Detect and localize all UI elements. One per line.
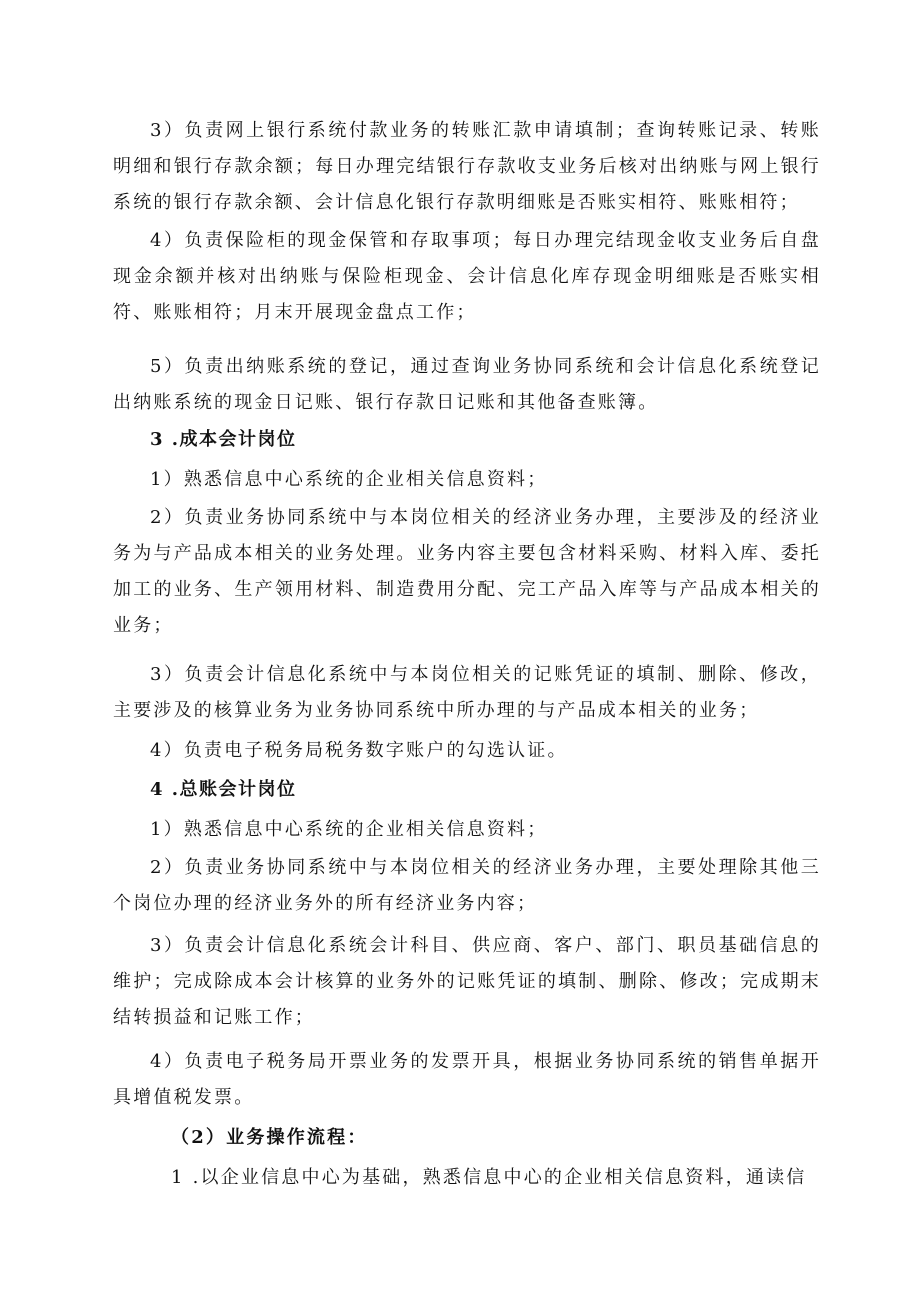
paragraph-ledger-maintenance: 3）负责会计信息化系统会计科目、供应商、客户、部门、职员基础信息的维护；完成除成本会计核算的业务外的记账凭证的填制、删除、修改；完成期末结转损益和记账工作； (113, 935, 821, 1028)
subheading-operation-process: （2）业务操作流程： (171, 1127, 368, 1148)
paragraph-cost-tax-certification: 4）负责电子税务局税务数字账户的勾选认证。 (150, 740, 568, 761)
paragraph-cost-familiarize: 1）熟悉信息中心系统的企业相关信息资料； (150, 469, 548, 490)
paragraph-online-banking: 3）负责网上银行系统付款业务的转账汇款申请填制；查询转账记录、转账明细和银行存款余额；每日办理完结银行存款收支业务后核对出纳账与网上银行系统的银行存款余额、会计信息化银行存款明细账是否账实相符、账账相符； (113, 120, 821, 213)
paragraph-ledger-invoicing: 4）负责电子税务局开票业务的发票开具，根据业务协同系统的销售单据开具增值税发票。 (113, 1051, 821, 1108)
section-heading-general-ledger: 4 .总账会计岗位 (150, 779, 297, 800)
paragraph-cashier-ledger: 5）负责出纳账系统的登记，通过查询业务协同系统和会计信息化系统登记出纳账系统的现金日记账、银行存款日记账和其他备查账簿。 (113, 356, 821, 413)
paragraph-cash-safe: 4）负责保险柜的现金保管和存取事项；每日办理完结现金收支业务后自盘现金余额并核对出纳账与保险柜现金、会计信息化库存现金明细账是否账实相符、账账相符；月末开展现金盘点工作； (113, 230, 821, 323)
paragraph-cost-vouchers: 3）负责会计信息化系统中与本岗位相关的记账凭证的填制、删除、修改，主要涉及的核算业务为业务协同系统中所办理的与产品成本相关的业务； (113, 664, 821, 721)
section-heading-cost-accounting: 3 .成本会计岗位 (150, 429, 297, 450)
paragraph-ledger-business: 2）负责业务协同系统中与本岗位相关的经济业务办理，主要处理除其他三个岗位办理的经济业务外的所有经济业务内容； (113, 857, 821, 914)
paragraph-ledger-familiarize: 1）熟悉信息中心系统的企业相关信息资料； (150, 819, 548, 840)
paragraph-process-step-1: 1 .以企业信息中心为基础，熟悉信息中心的企业相关信息资料，通读信 (171, 1167, 807, 1188)
paragraph-cost-business: 2）负责业务协同系统中与本岗位相关的经济业务办理，主要涉及的经济业务为与产品成本相关的业务处理。业务内容主要包含材料采购、材料入库、委托加工的业务、生产领用材料、制造费用分配、完工产品入库等与产品成本相关的业务； (113, 507, 821, 636)
